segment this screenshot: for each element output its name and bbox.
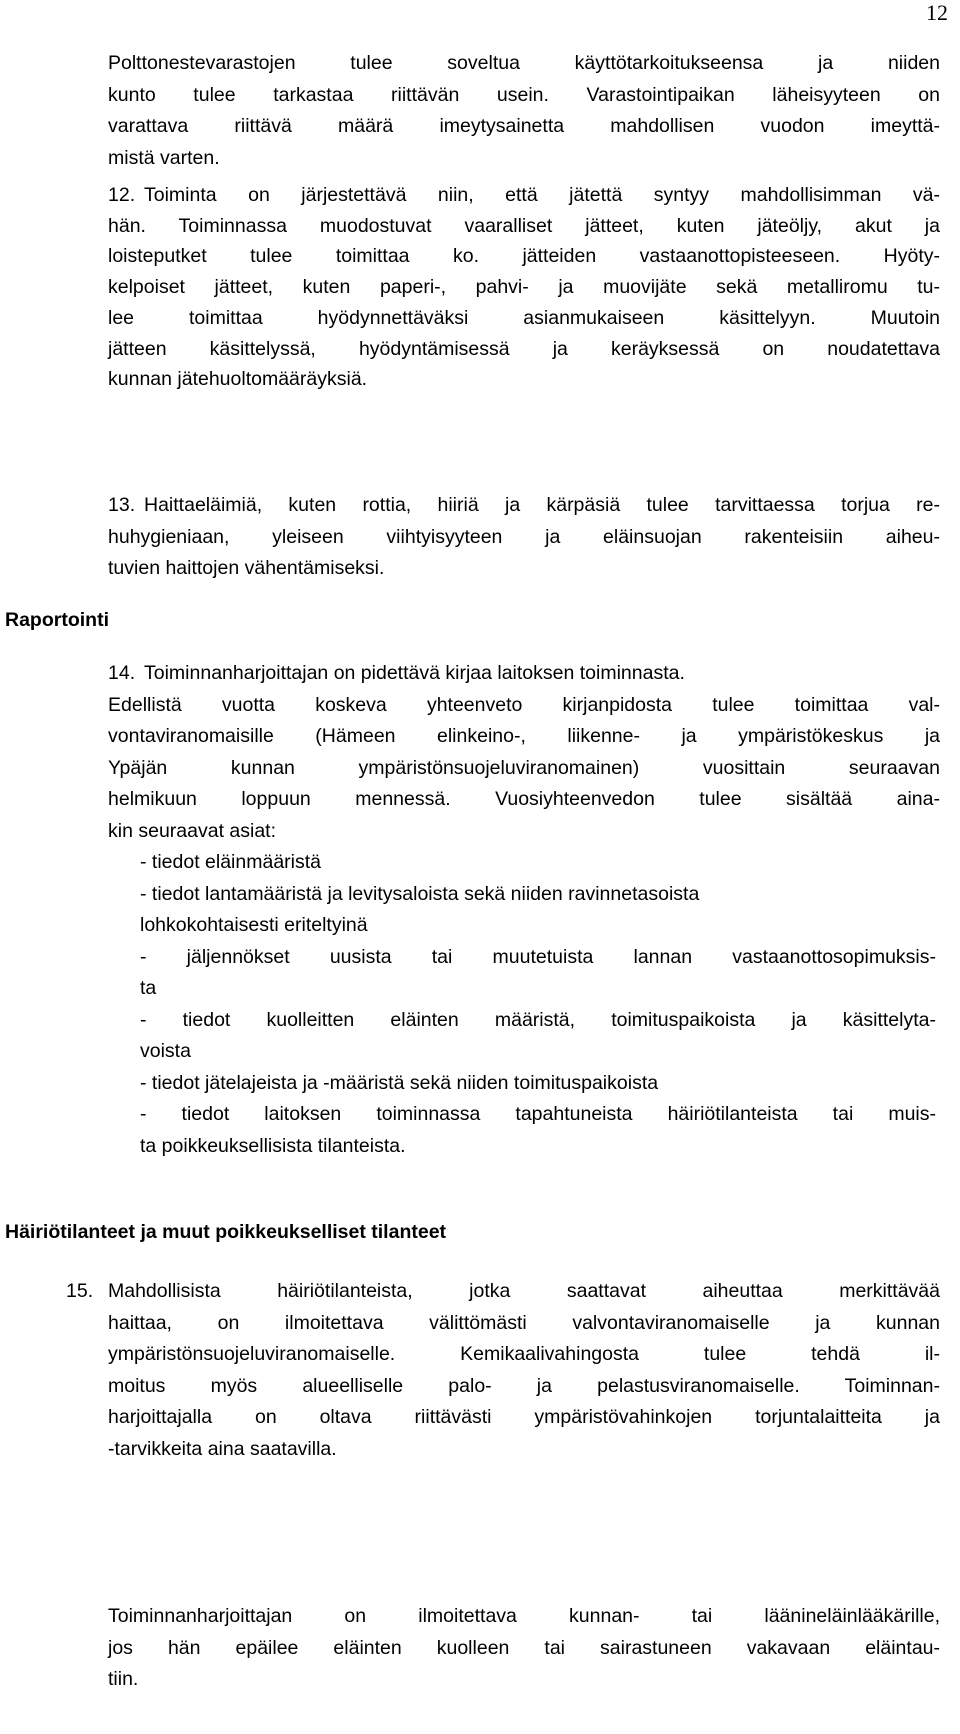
text-line: - tiedot lantamääristä ja levitysaloista sekä niiden ravinnetasoista xyxy=(140,882,700,905)
text-line: voista xyxy=(140,1040,191,1062)
list-item xyxy=(140,942,936,1005)
text-line: varattava riittävä määrä imeytysainetta mahdollisen vuodon imeyttä- xyxy=(108,115,940,138)
text-line: tiin. xyxy=(108,1668,139,1691)
section-heading-hairiotilanteet: Häiriötilanteet ja muut poikkeukselliset tilanteet xyxy=(5,1221,447,1243)
text-line: Haittaeläimiä, kuten rottia, hiiriä ja kärpäsiä tulee tarvittaessa torjua re- xyxy=(144,494,940,516)
text-line: - tiedot kuolleitten eläinten määristä, toimituspaikoista ja käsittelyta- xyxy=(140,1008,936,1031)
text-line: - tiedot laitoksen toiminnassa tapahtuneista häiriötilanteista tai muis- xyxy=(140,1103,936,1125)
item-number: 13. xyxy=(108,494,136,516)
text-line: ta xyxy=(140,977,157,999)
text-line: kin seuraavat asiat: xyxy=(108,819,277,842)
text-line: huhygieniaan, yleiseen viihtyisyyteen ja eläinsuojan rakenteisiin aiheu- xyxy=(108,525,940,548)
text-line: jätteen käsittelyssä, hyödyntämisessä ja keräyksessä on noudatettava xyxy=(108,337,940,360)
item-number: 14. xyxy=(108,662,136,684)
list-item xyxy=(140,1068,936,1100)
text-line: jos hän epäilee eläinten kuolleen tai sairastuneen vakavaan eläintau- xyxy=(108,1636,940,1659)
text-line: kelpoiset jätteet, kuten paperi-, pahvi- ja muovijäte sekä metalliromu tu- xyxy=(108,276,940,299)
text-line: Ypäjän kunnan ympäristönsuojeluviranomainen) vuosittain seuraavan xyxy=(108,756,940,779)
text-line: -tarvikkeita aina saatavilla. xyxy=(108,1437,337,1460)
item-13 xyxy=(108,490,940,585)
text-line: moitus myös alueelliselle palo- ja pelastusviranomaiselle. Toiminnan- xyxy=(108,1374,940,1397)
text-line: - jäljennökset uusista tai muutetuista lannan vastaanottosopimuksis- xyxy=(140,945,936,968)
text-line: haittaa, on ilmoitettava välittömästi valvontaviranomaiselle ja kunnan xyxy=(108,1311,940,1334)
text-line: ympäristönsuojeluviranomaiselle. Kemikaalivahingosta tulee tehdä il- xyxy=(108,1343,940,1366)
text-line: hän. Toiminnassa muodostuvat vaaralliset jätteet, kuten jäteöljy, akut ja xyxy=(108,214,940,237)
text-line: Mahdollisista häiriötilanteista, jotka saattavat aiheuttaa merkittävää xyxy=(108,1280,940,1302)
item-number: 15. xyxy=(66,1280,94,1302)
text-line: lee toimittaa hyödynnettäväksi asianmukaiseen käsittelyyn. Muutoin xyxy=(108,306,940,329)
text-line: Toiminnanharjoittajan on pidettävä kirjaa laitoksen toiminnasta. xyxy=(144,662,685,684)
text-line: loisteputket tulee toimittaa ko. jätteiden vastaanottopisteeseen. Hyöty- xyxy=(108,245,940,268)
text-line: Toiminnanharjoittajan on ilmoitettava kunnan- tai läänineläinlääkärille, xyxy=(108,1605,940,1627)
text-line: - tiedot eläinmääristä xyxy=(140,851,322,873)
text-line: Polttonestevarastojen tulee soveltua käyttötarkoitukseensa ja niiden xyxy=(108,52,940,74)
intro-paragraph xyxy=(108,48,940,174)
list-item xyxy=(140,1099,936,1162)
item-14 xyxy=(108,658,940,848)
text-line: tuvien haittojen vähentämiseksi. xyxy=(108,557,385,580)
item-12 xyxy=(108,180,940,395)
text-line: ta poikkeuksellisista tilanteista. xyxy=(140,1134,406,1157)
text-line: vontaviranomaisille (Hämeen elinkeino-, liikenne- ja ympäristökeskus ja xyxy=(108,725,940,748)
text-line: harjoittajalla on oltava riittävästi ympäristövahinkojen torjuntalaitteita ja xyxy=(108,1406,940,1429)
text-line: mistä varten. xyxy=(108,146,220,169)
section-heading-raportointi: Raportointi xyxy=(5,609,109,631)
report-contents-list xyxy=(140,847,936,1162)
list-item xyxy=(140,879,936,942)
text-line: - tiedot jätelajeista ja -määristä sekä niiden toimituspaikoista xyxy=(140,1071,659,1094)
closing-paragraph xyxy=(108,1601,940,1696)
list-item xyxy=(140,1005,936,1068)
text-line: kunnan jätehuoltomääräyksiä. xyxy=(108,368,368,391)
page-number: 12 xyxy=(926,0,948,25)
text-line: kunto tulee tarkastaa riittävän usein. Varastointipaikan läheisyyteen on xyxy=(108,83,940,106)
text-line: Toiminta on järjestettävä niin, että jätettä syntyy mahdollisimman vä- xyxy=(144,184,940,206)
item-15 xyxy=(66,1276,940,1466)
list-item xyxy=(140,847,936,879)
text-line: helmikuun loppuun mennessä. Vuosiyhteenvedon tulee sisältää aina- xyxy=(108,788,940,811)
item-number: 12. xyxy=(108,184,136,206)
text-line: lohkokohtaisesti eriteltyinä xyxy=(140,914,368,936)
text-line: Edellistä vuotta koskeva yhteenveto kirjanpidosta tulee toimittaa val- xyxy=(108,693,940,716)
